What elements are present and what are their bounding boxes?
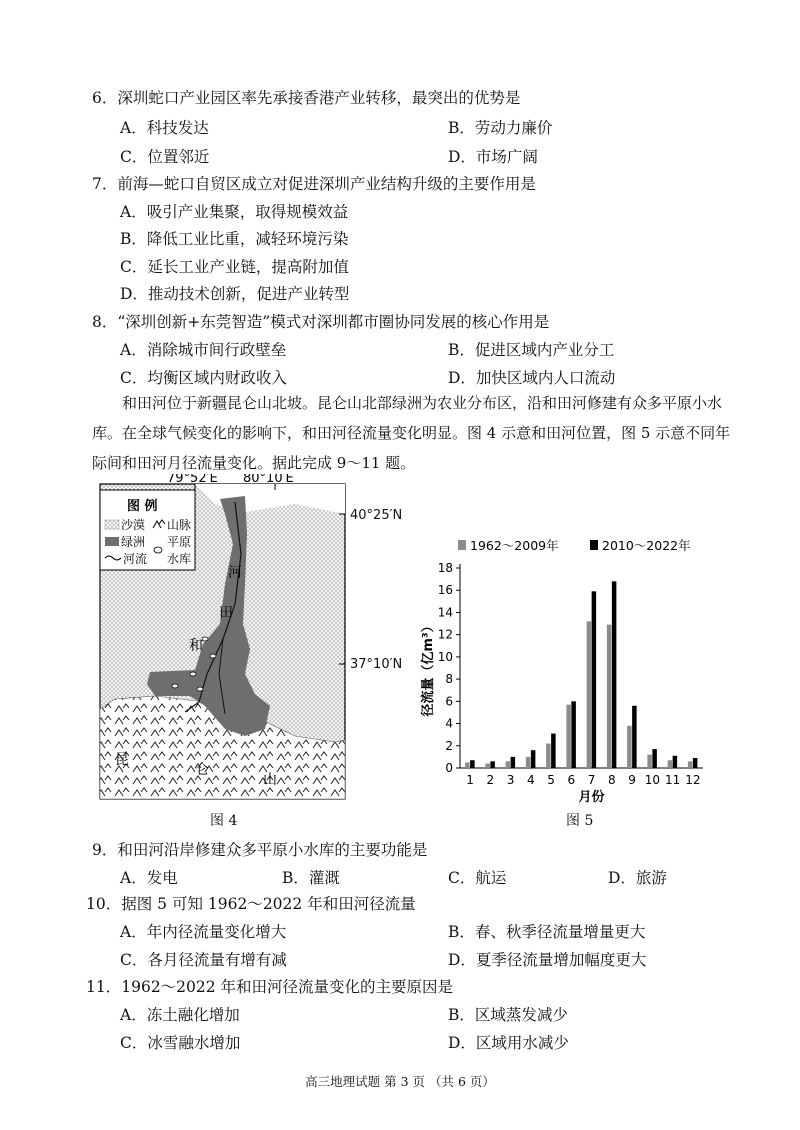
x-tick-label: 5 <box>547 773 555 787</box>
bar-series2 <box>490 761 495 768</box>
reservoir <box>210 654 216 658</box>
option-c[interactable]: C．航运 <box>448 869 507 887</box>
bar-series2 <box>632 706 637 768</box>
question-7 <box>92 172 536 194</box>
option-d[interactable]: D．推动技术创新，促进产业转型 <box>120 285 350 303</box>
question-8 <box>92 310 549 332</box>
question-text: 深圳蛇口产业园区率先承接香港产业转移，最突出的优势是 <box>117 89 521 107</box>
x-tick-label: 12 <box>685 773 701 787</box>
bar-series1 <box>668 760 673 768</box>
option-a[interactable]: A．科技发达 <box>120 119 209 137</box>
reservoir <box>190 672 196 676</box>
bar-series1 <box>526 757 531 768</box>
option-a[interactable]: A．吸引产业集聚，取得规模效益 <box>120 203 349 221</box>
option-a[interactable]: A．冻土融化增加 <box>120 1006 240 1024</box>
option-c[interactable]: C．均衡区域内财政收入 <box>120 369 287 387</box>
bar-series1 <box>465 762 470 768</box>
option-b[interactable]: B．春、秋季径流量增量更大 <box>448 923 646 941</box>
legend-desert-swatch <box>105 520 119 529</box>
river-label-he: 河 <box>228 565 242 581</box>
question-11 <box>86 975 453 997</box>
legend-oasis: 绿洲 <box>121 535 146 549</box>
question-text: 和田河沿岸修建众多平原小水库的主要功能是 <box>117 841 428 859</box>
lon-label-1: 79°52′E <box>167 474 218 486</box>
x-tick-label: 7 <box>587 773 596 787</box>
option-a[interactable]: A．发电 <box>120 869 178 887</box>
option-d[interactable]: D．旅游 <box>608 869 667 887</box>
lon-label-2: 80°10′E <box>243 474 294 486</box>
legend-reservoir: 水库 <box>167 552 192 566</box>
chart-caption: 图 5 <box>566 813 594 829</box>
lat-label-1: 40°25′N <box>350 508 403 523</box>
question-text: 前海—蛇口自贸区成立对促进深圳产业结构升级的主要作用是 <box>117 175 536 193</box>
x-tick-label: 6 <box>567 773 576 787</box>
question-number: 10． <box>86 895 122 913</box>
question-9 <box>92 838 427 860</box>
bar-series2 <box>571 701 576 768</box>
legend-oasis-swatch <box>105 537 119 546</box>
question-10 <box>86 892 416 914</box>
option-c[interactable]: C．各月径流量有增有减 <box>120 951 287 969</box>
mountain-label-shan: 山 <box>263 772 277 788</box>
page-footer: 高三地理试题 第 3 页 （共 6 页） <box>305 1074 495 1089</box>
legend-swatch-2 <box>590 540 598 550</box>
option-c[interactable]: C．延长工业产业链，提高附加值 <box>120 258 349 276</box>
river-label-tian: 田 <box>219 605 233 621</box>
reservoir <box>197 687 203 691</box>
x-tick-label: 10 <box>644 773 661 787</box>
x-tick-label: 11 <box>664 773 681 787</box>
question-text: “深圳创新+东莞智造”模式对深圳都市圈协同发展的核心作用是 <box>117 313 550 331</box>
y-tick-label: 4 <box>445 716 453 731</box>
x-tick-label: 3 <box>506 773 515 787</box>
option-a[interactable]: A．消除城市间行政壁垒 <box>120 341 287 359</box>
mountain-label-lun: 仑 <box>195 762 209 778</box>
option-d[interactable]: D．夏季径流量增加幅度更大 <box>448 951 647 969</box>
bar-series1 <box>506 761 511 768</box>
y-tick-label: 0 <box>445 761 453 775</box>
map-figure <box>95 474 355 804</box>
x-axis-label: 月份 <box>578 790 605 805</box>
y-tick-label: 16 <box>437 583 453 598</box>
bar-series1 <box>647 755 652 768</box>
legend-mountain: 山脉 <box>167 518 192 532</box>
bar-series1 <box>485 764 490 768</box>
runoff-chart <box>418 530 718 810</box>
y-tick-label: 10 <box>437 649 453 664</box>
bar-series1 <box>688 761 693 768</box>
option-d[interactable]: D．加快区域内人口流动 <box>448 369 616 387</box>
x-tick-label: 4 <box>527 773 535 787</box>
option-c[interactable]: C．位置邻近 <box>120 148 210 166</box>
option-d[interactable]: D．区域用水减少 <box>448 1034 569 1052</box>
question-number: 9． <box>92 841 118 859</box>
river-label-he2: 和 <box>189 638 203 654</box>
legend-reservoir-swatch <box>154 547 162 553</box>
bar-series2 <box>470 760 475 768</box>
mountain-label-kun: 昆 <box>115 752 129 768</box>
legend-label-2: 2010～2022年 <box>602 538 691 553</box>
option-b[interactable]: B．区域蒸发减少 <box>448 1006 568 1024</box>
question-number: 6． <box>92 89 118 107</box>
bar-series2 <box>652 749 657 768</box>
y-axis-label: 径流量（亿m³） <box>421 619 436 717</box>
lat-label-2: 37°10′N <box>350 657 403 672</box>
bar-series1 <box>627 726 632 768</box>
y-tick-label: 6 <box>445 694 453 709</box>
bar-series2 <box>673 756 678 768</box>
legend-title: 图 例 <box>127 499 158 514</box>
question-6 <box>92 86 520 108</box>
bar-series1 <box>546 744 551 768</box>
passage: 和田河位于新疆昆仑山北坡。昆仑山北部绿洲为农业分布区，沿和田河修建有众多平原小水库。在全球气候变化的影响下，和田河径流量变化明显。图 4 示意和田河位置，图 5 示意不同年际间和田河月径流量变化。据此完成 9～11 题。 <box>92 394 731 472</box>
option-c[interactable]: C．冰雪融水增加 <box>120 1034 241 1052</box>
map-caption: 图 4 <box>210 813 238 829</box>
bar-series2 <box>551 734 556 768</box>
y-tick-label: 14 <box>437 605 453 620</box>
y-tick-label: 2 <box>445 738 453 753</box>
option-b[interactable]: B．劳动力廉价 <box>448 119 553 137</box>
legend-plain: 平原 <box>167 535 192 549</box>
bar-series1 <box>607 625 612 768</box>
question-number: 11． <box>86 978 122 996</box>
legend-river: 河流 <box>123 552 148 566</box>
question-text: 1962～2022 年和田河径流量变化的主要原因是 <box>121 978 454 996</box>
bar-series2 <box>592 591 597 768</box>
bar-series1 <box>587 621 592 768</box>
question-number: 7． <box>92 175 118 193</box>
question-number: 8． <box>92 313 118 331</box>
question-text: 据图 5 可知 1962～2022 年和田河径流量 <box>121 895 416 913</box>
option-b[interactable]: B．降低工业比重，减轻环境污染 <box>120 230 349 248</box>
legend-swatch-1 <box>458 540 466 550</box>
bar-series2 <box>511 757 516 768</box>
y-tick-label: 18 <box>437 561 453 575</box>
y-tick-label: 12 <box>437 627 453 642</box>
reservoir <box>172 684 178 688</box>
option-b[interactable]: B．灌溉 <box>282 869 340 887</box>
x-tick-label: 9 <box>628 773 636 787</box>
option-d[interactable]: D．市场广阔 <box>448 148 538 166</box>
x-tick-label: 1 <box>466 773 474 787</box>
y-tick-label: 8 <box>445 672 453 687</box>
x-tick-label: 8 <box>608 773 616 787</box>
option-a[interactable]: A．年内径流量变化增大 <box>120 923 287 941</box>
bar-series2 <box>612 581 617 768</box>
x-tick-label: 2 <box>486 773 495 787</box>
legend-desert: 沙漠 <box>121 518 146 532</box>
legend-label-1: 1962～2009年 <box>470 538 559 553</box>
option-b[interactable]: B．促进区域内产业分工 <box>448 341 615 359</box>
bar-series2 <box>531 750 536 768</box>
bar-series2 <box>693 758 698 768</box>
bar-series1 <box>566 705 571 768</box>
